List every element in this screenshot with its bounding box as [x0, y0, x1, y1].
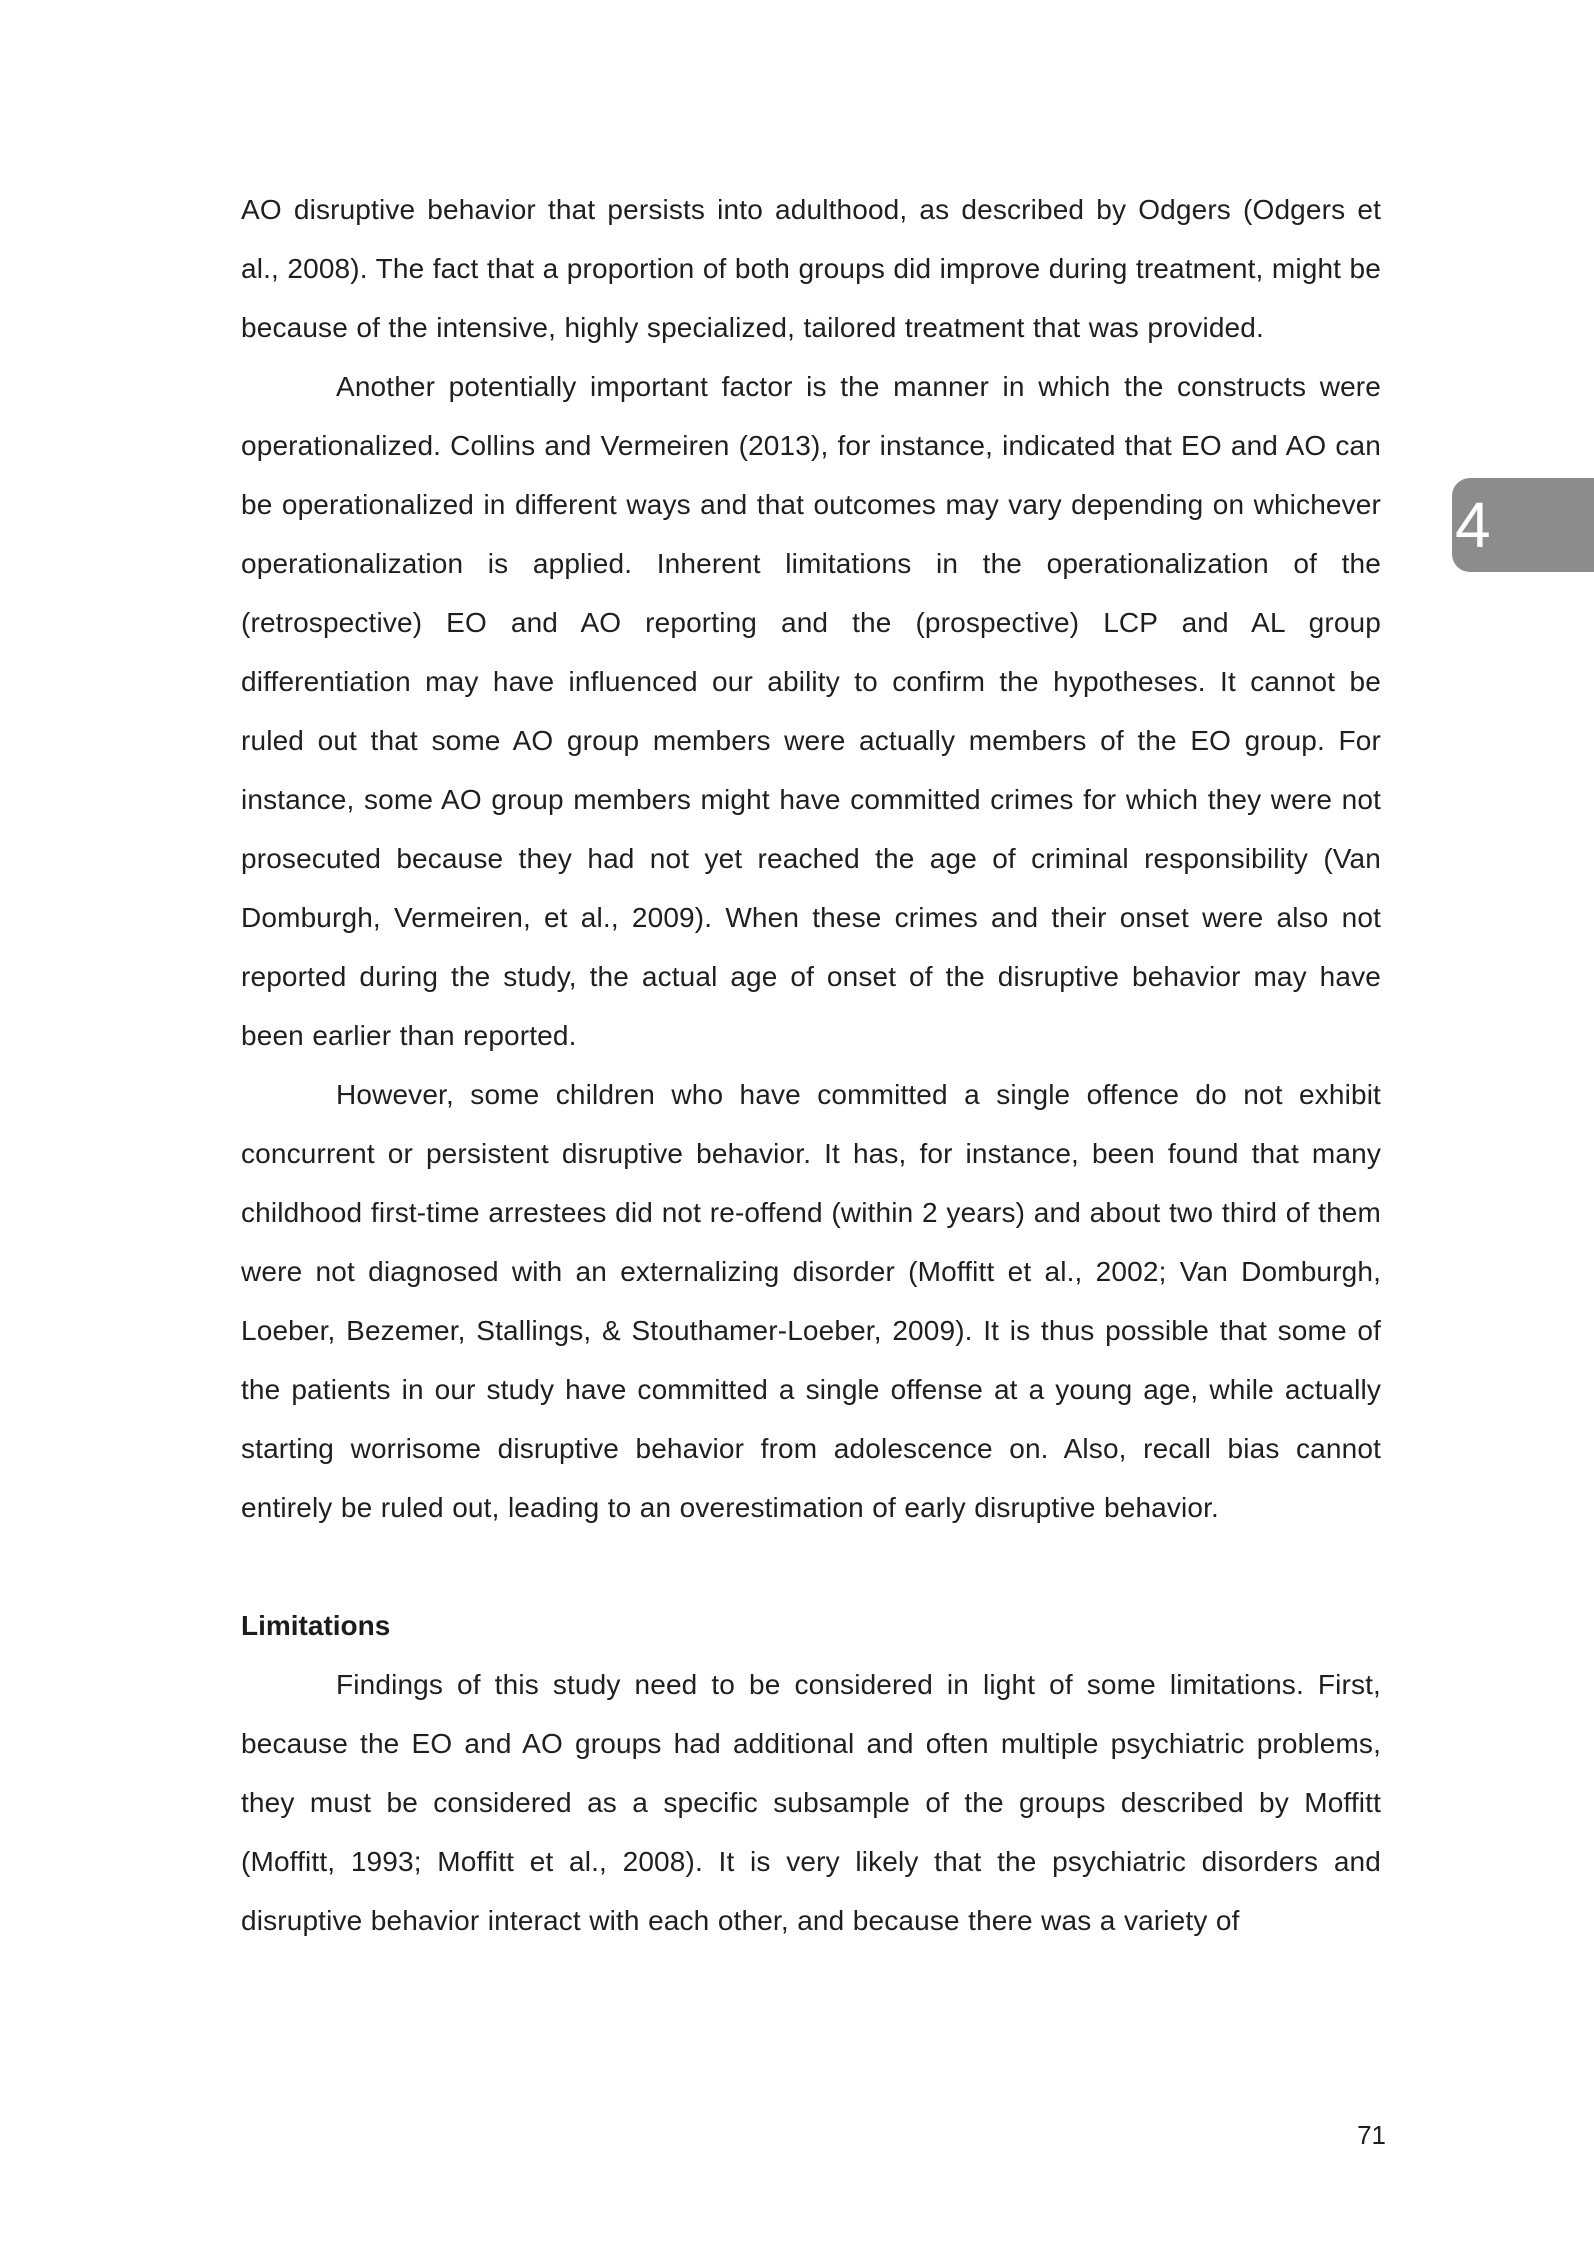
chapter-number: 4: [1455, 489, 1491, 561]
main-text-column: [241, 180, 1381, 1950]
page-number: 71: [1357, 2120, 1386, 2150]
chapter-tab: [1452, 478, 1594, 572]
section-spacer: [241, 1537, 1381, 1596]
paragraph-operationalization: Another potentially important factor is the manner in which the constructs were operationalized. Collins and Vermeiren (2013), for instance, indicated that EO and AO can be operationalized in different ways and that outcomes may vary depending on whichever operationalization is applied. Inherent limitations in the operationalization of the (retrospective) EO and AO reporting and the (prospective) LCP and AL group differentiation may have influenced our ability to confirm the hypotheses. It cannot be ruled out that some AO group members were actually members of the EO group. For instance, some AO group members might have committed crimes for which they were not prosecuted because they had not yet reached the age of criminal responsibility (Van Domburgh, Vermeiren, et al., 2009). When these crimes and their onset were also not reported during the study, the actual age of onset of the disruptive behavior may have been earlier than reported.: [241, 371, 1381, 1051]
section-heading-limitations: Limitations: [241, 1610, 391, 1641]
paragraph-limitations: Findings of this study need to be considered in light of some limitations. First, because the EO and AO groups had additional and often multiple psychiatric problems, they must be considered as a specific subsample of the groups described by Moffitt (Moffitt, 1993; Moffitt et al., 2008). It is very likely that the psychiatric disorders and disruptive behavior interact with each other, and because there was a variety of: [241, 1669, 1381, 1936]
paragraph-continuation: AO disruptive behavior that persists into adulthood, as described by Odgers (Odgers et al., 2008). The fact that a proportion of both groups did improve during treatment, might be because of the intensive, highly specialized, tailored treatment that was provided.: [241, 194, 1381, 343]
paragraph-single-offence: However, some children who have committed a single offence do not exhibit concurrent or persistent disruptive behavior. It has, for instance, been found that many childhood first-time arrestees did not re-offend (within 2 years) and about two third of them were not diagnosed with an externalizing disorder (Moffitt et al., 2002; Van Domburgh, Loeber, Bezemer, Stallings, & Stouthamer-Loeber, 2009). It is thus possible that some of the patients in our study have committed a single offense at a young age, while actually starting worrisome disruptive behavior from adolescence on. Also, recall bias cannot entirely be ruled out, leading to an overestimation of early disruptive behavior.: [241, 1079, 1381, 1523]
